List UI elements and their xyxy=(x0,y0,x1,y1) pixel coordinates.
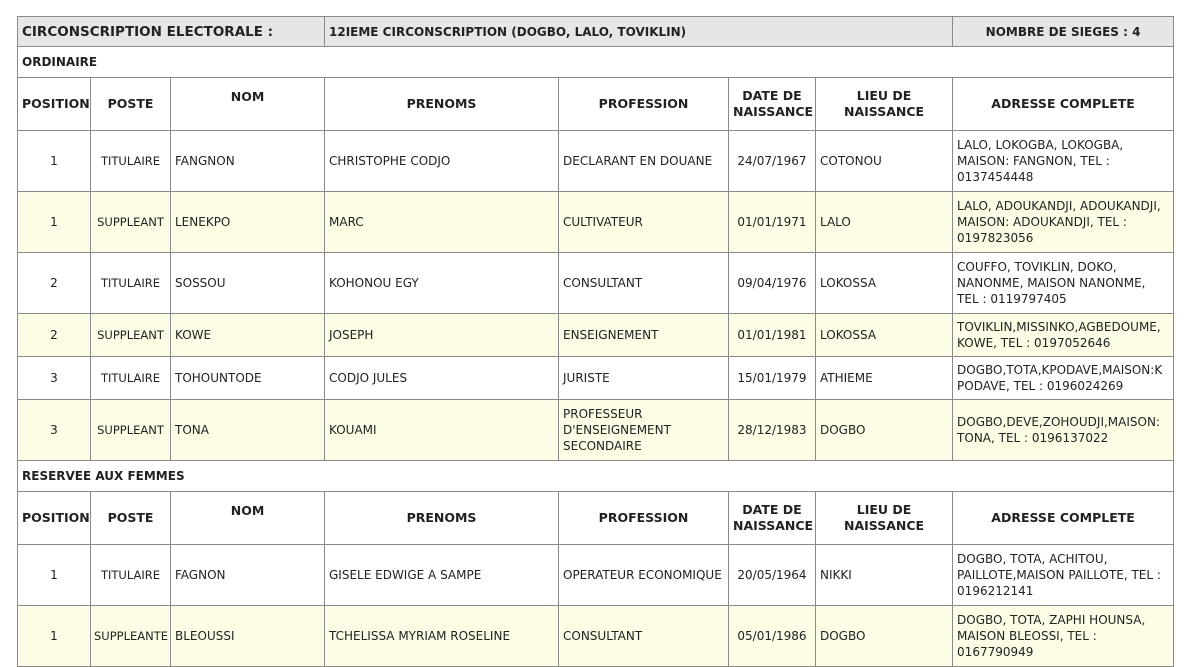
cell-adresse: DOGBO,TOTA,KPODAVE,MAISON:K PODAVE, TEL : 0196024269 xyxy=(953,357,1174,400)
cell-profession: OPERATEUR ECONOMIQUE xyxy=(559,545,729,606)
cell-profession: PROFESSEUR D'ENSEIGNEMENT SECONDAIRE xyxy=(559,400,729,461)
cell-poste: TITULAIRE xyxy=(91,357,171,400)
table-row xyxy=(18,192,1174,253)
col-poste: POSTE xyxy=(91,492,171,545)
cell-prenoms: CHRISTOPHE CODJO xyxy=(325,131,559,192)
circonscription-name: 12IEME CIRCONSCRIPTION (DOGBO, LALO, TOVIKLIN) xyxy=(325,17,953,47)
cell-lieu: COTONOU xyxy=(816,131,953,192)
cell-prenoms: JOSEPH xyxy=(325,314,559,357)
cell-position: 2 xyxy=(18,314,91,357)
cell-lieu: LOKOSSA xyxy=(816,314,953,357)
cell-nom: TONA xyxy=(171,400,325,461)
cell-nom: FANGNON xyxy=(171,131,325,192)
cell-position: 1 xyxy=(18,192,91,253)
cell-date: 01/01/1981 xyxy=(729,314,816,357)
cell-profession: JURISTE xyxy=(559,357,729,400)
cell-lieu: LALO xyxy=(816,192,953,253)
cell-poste: TITULAIRE xyxy=(91,545,171,606)
col-adresse: ADRESSE COMPLETE xyxy=(953,78,1174,131)
table-row xyxy=(18,253,1174,314)
col-nom: NOM xyxy=(171,78,325,131)
cell-prenoms: CODJO JULES xyxy=(325,357,559,400)
table-row xyxy=(18,400,1174,461)
cell-nom: TOHOUNTODE xyxy=(171,357,325,400)
cell-date: 20/05/1964 xyxy=(729,545,816,606)
cell-poste: TITULAIRE xyxy=(91,131,171,192)
section-title-row xyxy=(18,461,1174,492)
table-row xyxy=(18,357,1174,400)
cell-poste: SUPPLEANT xyxy=(91,314,171,357)
cell-date: 05/01/1986 xyxy=(729,606,816,667)
cell-profession: DECLARANT EN DOUANE xyxy=(559,131,729,192)
circonscription-label: CIRCONSCRIPTION ELECTORALE : xyxy=(18,17,325,47)
cell-adresse: LALO, ADOUKANDJI, ADOUKANDJI, MAISON: ADOUKANDJI, TEL : 0197823056 xyxy=(953,192,1174,253)
cell-poste: SUPPLEANT xyxy=(91,400,171,461)
col-position: POSITION xyxy=(18,78,91,131)
cell-date: 09/04/1976 xyxy=(729,253,816,314)
cell-nom: KOWE xyxy=(171,314,325,357)
table-row xyxy=(18,131,1174,192)
cell-date: 24/07/1967 xyxy=(729,131,816,192)
section-title: RESERVEE AUX FEMMES xyxy=(18,461,1174,492)
cell-prenoms: TCHELISSA MYRIAM ROSELINE xyxy=(325,606,559,667)
section-title: ORDINAIRE xyxy=(18,47,1174,78)
cell-prenoms: KOHONOU EGY xyxy=(325,253,559,314)
candidate-list xyxy=(17,16,1173,667)
col-poste: POSTE xyxy=(91,78,171,131)
candidates-table xyxy=(17,16,1174,667)
cell-position: 3 xyxy=(18,357,91,400)
cell-position: 2 xyxy=(18,253,91,314)
col-date: DATE DE NAISSANCE xyxy=(729,78,816,131)
cell-lieu: NIKKI xyxy=(816,545,953,606)
cell-prenoms: KOUAMI xyxy=(325,400,559,461)
table-row xyxy=(18,314,1174,357)
cell-position: 3 xyxy=(18,400,91,461)
col-lieu: LIEU DE NAISSANCE xyxy=(816,78,953,131)
col-nom: NOM xyxy=(171,492,325,545)
cell-profession: ENSEIGNEMENT xyxy=(559,314,729,357)
header-row xyxy=(18,17,1174,47)
table-row xyxy=(18,545,1174,606)
cell-adresse: TOVIKLIN,MISSINKO,AGBEDOUME, KOWE, TEL : 0197052646 xyxy=(953,314,1174,357)
cell-profession: CULTIVATEUR xyxy=(559,192,729,253)
cell-nom: LENEKPO xyxy=(171,192,325,253)
cell-date: 28/12/1983 xyxy=(729,400,816,461)
cell-adresse: LALO, LOKOGBA, LOKOGBA, MAISON: FANGNON, TEL : 0137454448 xyxy=(953,131,1174,192)
col-date: DATE DE NAISSANCE xyxy=(729,492,816,545)
cell-poste: SUPPLEANTE xyxy=(91,606,171,667)
col-profession: PROFESSION xyxy=(559,492,729,545)
col-profession: PROFESSION xyxy=(559,78,729,131)
section-title-row xyxy=(18,47,1174,78)
cell-date: 01/01/1971 xyxy=(729,192,816,253)
cell-lieu: ATHIEME xyxy=(816,357,953,400)
cell-adresse: DOGBO, TOTA, ACHITOU, PAILLOTE,MAISON PAILLOTE, TEL : 0196212141 xyxy=(953,545,1174,606)
cell-lieu: DOGBO xyxy=(816,400,953,461)
cell-lieu: DOGBO xyxy=(816,606,953,667)
column-header-row xyxy=(18,78,1174,131)
cell-adresse: DOGBO,DEVE,ZOHOUDJI,MAISON: TONA, TEL : 0196137022 xyxy=(953,400,1174,461)
col-prenoms: PRENOMS xyxy=(325,492,559,545)
table-row xyxy=(18,606,1174,667)
cell-profession: CONSULTANT xyxy=(559,606,729,667)
column-header-row xyxy=(18,492,1174,545)
col-position: POSITION xyxy=(18,492,91,545)
cell-nom: SOSSOU xyxy=(171,253,325,314)
sieges-count: NOMBRE DE SIEGES : 4 xyxy=(953,17,1174,47)
cell-poste: TITULAIRE xyxy=(91,253,171,314)
cell-adresse: COUFFO, TOVIKLIN, DOKO, NANONME, MAISON NANONME, TEL : 0119797405 xyxy=(953,253,1174,314)
cell-lieu: LOKOSSA xyxy=(816,253,953,314)
col-prenoms: PRENOMS xyxy=(325,78,559,131)
cell-prenoms: MARC xyxy=(325,192,559,253)
cell-adresse: DOGBO, TOTA, ZAPHI HOUNSA, MAISON BLEOSSI, TEL : 0167790949 xyxy=(953,606,1174,667)
cell-profession: CONSULTANT xyxy=(559,253,729,314)
cell-position: 1 xyxy=(18,606,91,667)
cell-date: 15/01/1979 xyxy=(729,357,816,400)
col-adresse: ADRESSE COMPLETE xyxy=(953,492,1174,545)
cell-nom: FAGNON xyxy=(171,545,325,606)
cell-nom: BLEOUSSI xyxy=(171,606,325,667)
cell-poste: SUPPLEANT xyxy=(91,192,171,253)
cell-position: 1 xyxy=(18,131,91,192)
col-lieu: LIEU DE NAISSANCE xyxy=(816,492,953,545)
cell-position: 1 xyxy=(18,545,91,606)
cell-prenoms: GISELE EDWIGE A SAMPE xyxy=(325,545,559,606)
